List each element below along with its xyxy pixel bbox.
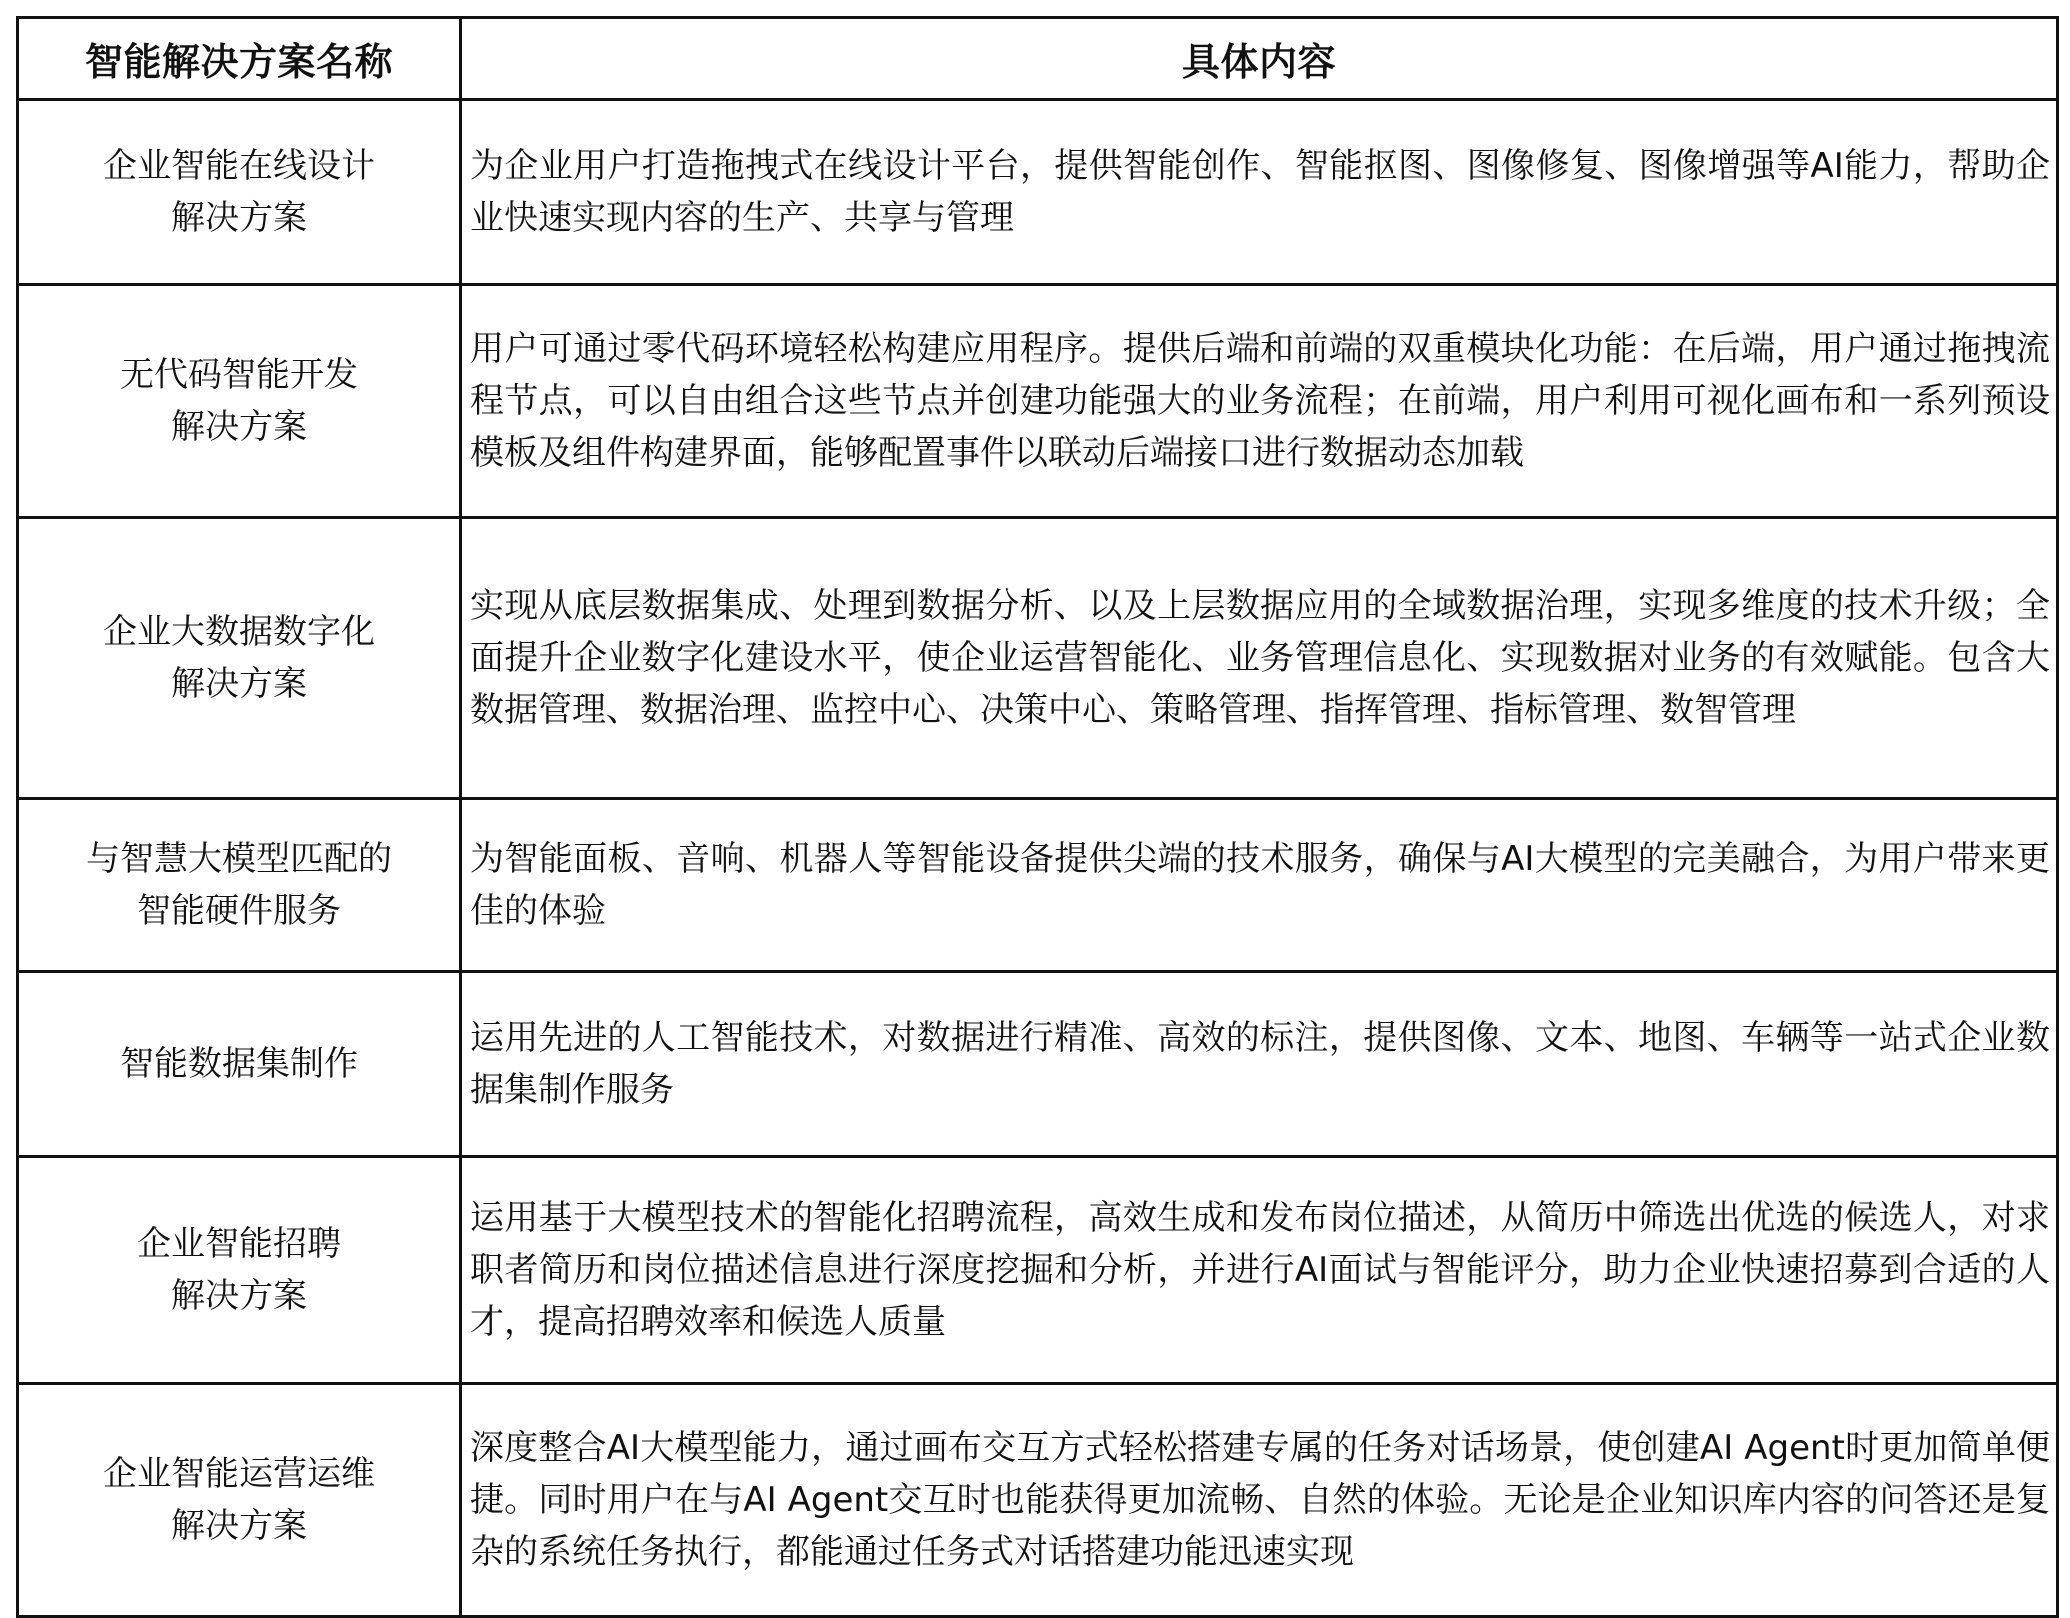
solution-name-line: 企业智能招聘 [137, 1224, 341, 1264]
solution-content-cell: 为智能面板、音响、机器人等智能设备提供尖端的技术服务，确保与AI大模型的完美融合，为用户带来更佳的体验 [461, 799, 2058, 972]
solution-name-line: 解决方案 [171, 664, 307, 704]
solution-name-line: 与智慧大模型匹配的 [86, 839, 392, 879]
solution-name-line: 企业智能在线设计 [103, 146, 375, 186]
solution-name-line: 智能硬件服务 [137, 891, 341, 931]
solution-name-cell [18, 799, 461, 972]
solution-content-cell: 深度整合AI大模型能力，通过画布交互方式轻松搭建专属的任务对话场景，使创建AI Agent时更加简单便捷。同时用户在与AI Agent交互时也能获得更加流畅、自然的体验。无论是企业知识库内容的问答还是复杂的系统任务执行，都能通过任务式对话搭建功能迅速实现 [461, 1384, 2058, 1617]
solution-name-line: 解决方案 [171, 1276, 307, 1316]
solution-name-line: 无代码智能开发 [120, 355, 358, 395]
solution-content-cell: 实现从底层数据集成、处理到数据分析、以及上层数据应用的全域数据治理，实现多维度的技术升级；全面提升企业数字化建设水平，使企业运营智能化、业务管理信息化、实现数据对业务的有效赋能。包含大数据管理、数据治理、监控中心、决策中心、策略管理、指挥管理、指标管理、数智管理 [461, 518, 2058, 799]
header-solution-name: 智能解决方案名称 [18, 18, 461, 100]
solution-name-line: 解决方案 [171, 198, 307, 238]
solutions-table [16, 16, 2059, 1618]
solution-name-line: 解决方案 [171, 1506, 307, 1546]
solution-name-cell [18, 100, 461, 285]
solution-content-cell: 用户可通过零代码环境轻松构建应用程序。提供后端和前端的双重模块化功能：在后端，用户通过拖拽流程节点，可以自由组合这些节点并创建功能强大的业务流程；在前端，用户利用可视化画布和一系列预设模板及组件构建界面，能够配置事件以联动后端接口进行数据动态加载 [461, 285, 2058, 518]
table-row [18, 518, 2058, 799]
solution-name-line: 企业大数据数字化 [103, 612, 375, 652]
solution-name-line: 智能数据集制作 [120, 1044, 358, 1084]
table-row [18, 285, 2058, 518]
header-content: 具体内容 [461, 18, 2058, 100]
table-row [18, 972, 2058, 1157]
solution-name-line: 企业智能运营运维 [103, 1454, 375, 1494]
solutions-table-container [16, 16, 2056, 1618]
solution-content-cell: 运用先进的人工智能技术，对数据进行精准、高效的标注，提供图像、文本、地图、车辆等一站式企业数据集制作服务 [461, 972, 2058, 1157]
solution-name-cell [18, 1157, 461, 1384]
table-row [18, 1157, 2058, 1384]
table-header-row [18, 18, 2058, 100]
solution-content-cell: 为企业用户打造拖拽式在线设计平台，提供智能创作、智能抠图、图像修复、图像增强等AI能力，帮助企业快速实现内容的生产、共享与管理 [461, 100, 2058, 285]
table-row [18, 799, 2058, 972]
table-row [18, 1384, 2058, 1617]
solution-name-line: 解决方案 [171, 407, 307, 447]
solution-name-cell [18, 518, 461, 799]
table-row [18, 100, 2058, 285]
solution-name-cell [18, 1384, 461, 1617]
solution-content-cell: 运用基于大模型技术的智能化招聘流程，高效生成和发布岗位描述，从简历中筛选出优选的候选人，对求职者简历和岗位描述信息进行深度挖掘和分析，并进行AI面试与智能评分，助力企业快速招募到合适的人才，提高招聘效率和候选人质量 [461, 1157, 2058, 1384]
solution-name-cell [18, 285, 461, 518]
solution-name-cell [18, 972, 461, 1157]
